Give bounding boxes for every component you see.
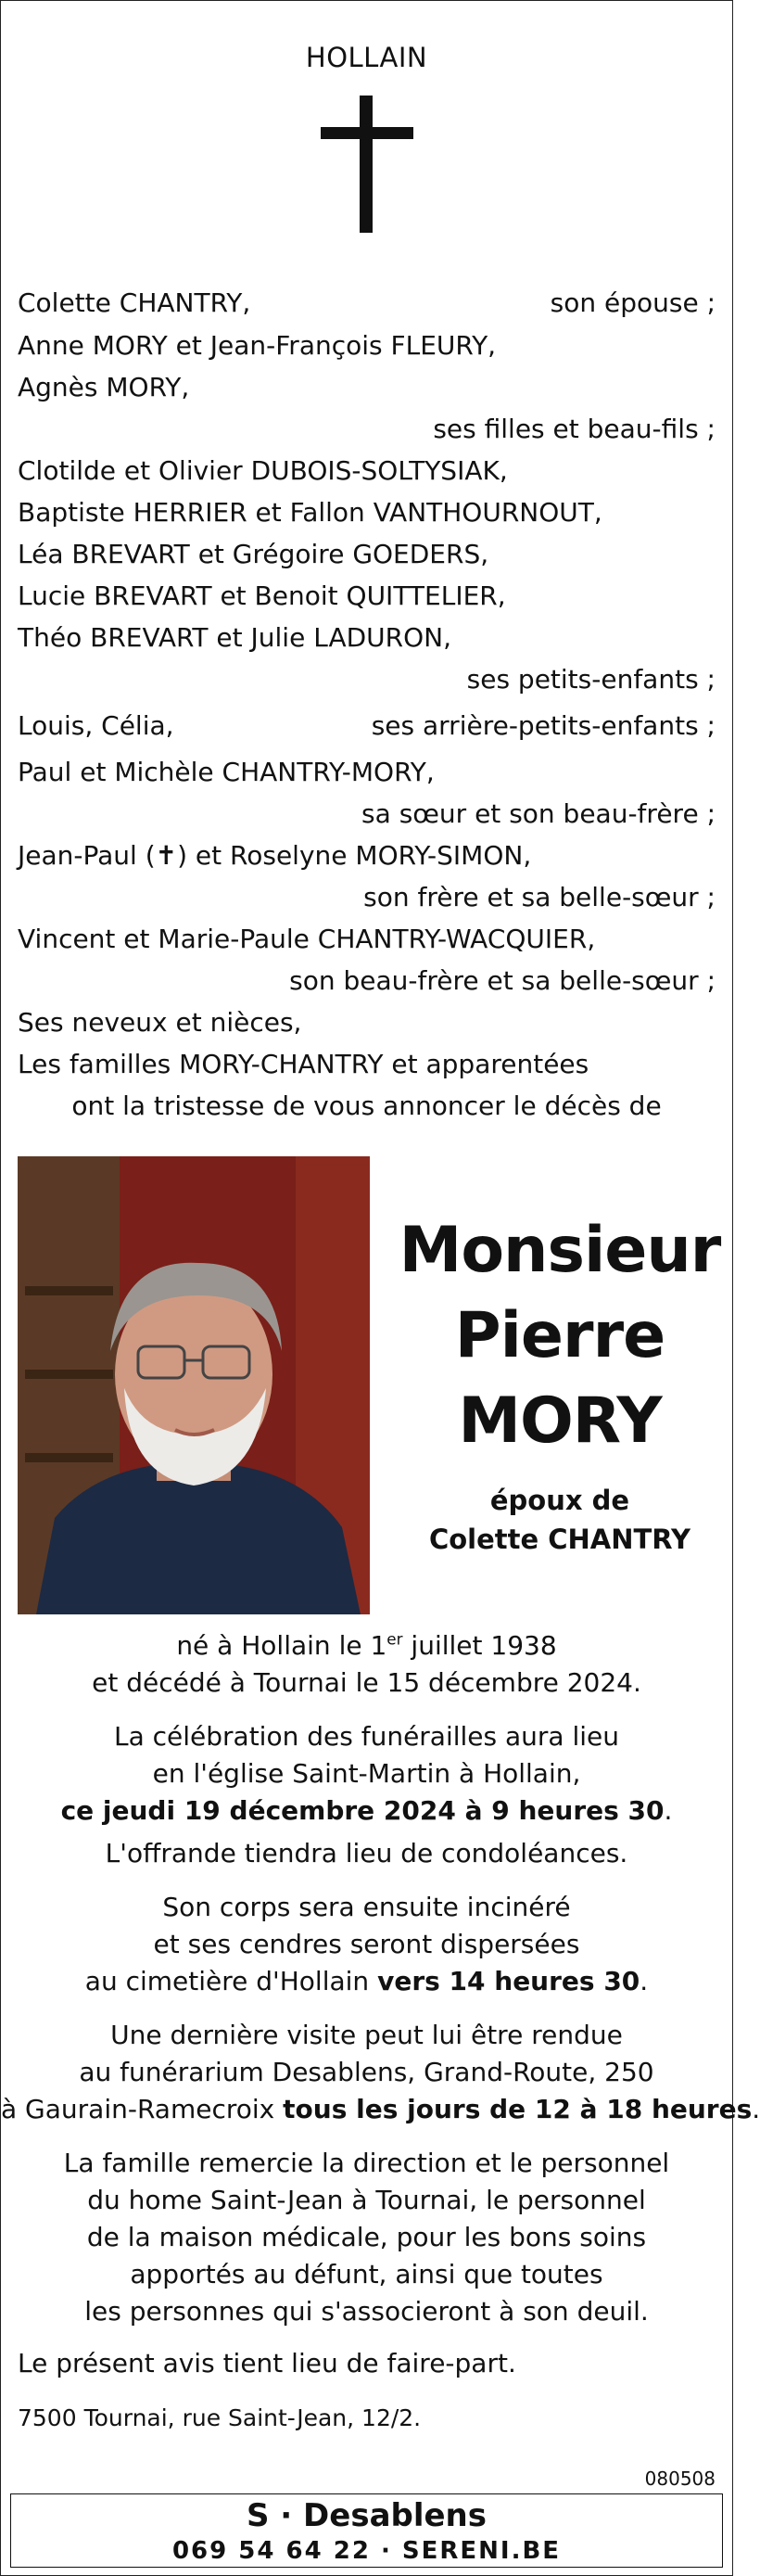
funeral-line: en l'église Saint-Martin à Hollain,	[152, 1758, 581, 1789]
relation-line: ses petits-enfants ;	[466, 664, 716, 695]
family-line	[18, 840, 532, 871]
punctuation: .	[752, 2094, 760, 2124]
visit-line: au funérarium Desablens, Grand-Route, 250	[79, 2057, 654, 2087]
death-line: et décédé à Tournai le 15 décembre 2024.	[92, 1667, 641, 1698]
thanks-line: de la maison médicale, pour les bons soins	[86, 2222, 647, 2252]
deceased-last-name: MORY	[458, 1384, 662, 1458]
deceased-first-name: Pierre	[454, 1299, 665, 1372]
cremation-line	[1, 1966, 732, 1996]
relation-line: son frère et sa belle-sœur ;	[363, 882, 716, 912]
spouse-name: Colette CHANTRY	[428, 1524, 691, 1555]
announcement-line: ont la tristesse de vous annoncer le décès de	[71, 1090, 662, 1121]
family-line: Théo BREVART et Julie LADURON,	[18, 622, 451, 653]
family-line: Louis, Célia,	[18, 710, 174, 741]
relation-line: ses filles et beau-fils ;	[433, 414, 716, 444]
family-line: Colette CHANTRY,	[18, 287, 251, 318]
deceased-title: Monsieur	[399, 1214, 721, 1287]
funeral-home-banner	[10, 2493, 723, 2568]
latin-cross-icon	[321, 96, 413, 233]
cremation-time: vers 14 heures 30	[377, 1966, 640, 1996]
funeral-date: ce jeudi 19 décembre 2024 à 9 heures 30	[60, 1795, 665, 1826]
visit-line	[1, 2094, 760, 2124]
family-line: Ses neveux et nièces,	[18, 1007, 302, 1038]
birth-text: né à Hollain le 1	[176, 1630, 387, 1661]
relation-line: son épouse ;	[550, 287, 716, 318]
notice-line: Le présent avis tient lieu de faire-part.	[18, 2348, 516, 2378]
relation-line: sa sœur et son beau-frère ;	[361, 798, 716, 829]
relation-line: son beau-frère et sa belle-sœur ;	[289, 965, 716, 996]
town-heading: HOLLAIN	[305, 42, 428, 73]
relation-line: ses arrière-petits-enfants ;	[371, 710, 716, 741]
visit-text: à Gaurain-Ramecroix	[1, 2094, 284, 2124]
family-text: Jean-Paul (	[18, 840, 156, 871]
family-line: Clotilde et Olivier DUBOIS-SOLTYSIAK,	[18, 455, 508, 486]
funeral-home-contact: 069 54 64 22 · SERENI.BE	[171, 2537, 562, 2565]
family-line: Léa BREVART et Grégoire GOEDERS,	[18, 539, 489, 569]
thanks-line: apportés au défunt, ainsi que toutes	[130, 2259, 603, 2289]
punctuation: .	[664, 1795, 673, 1826]
funeral-line	[1, 1795, 732, 1826]
visit-line: Une dernière visite peut lui être rendue	[110, 2020, 623, 2050]
deceased-cross-icon: ✝	[155, 840, 178, 871]
family-line: Agnès MORY,	[18, 372, 190, 402]
thanks-line: La famille remercie la direction et le personnel	[63, 2148, 670, 2178]
family-text: ) et Roselyne MORY-SIMON,	[177, 840, 532, 871]
offering-line: L'offrande tiendra lieu de condoléances.	[105, 1838, 628, 1868]
ordinal-suffix: er	[386, 1629, 403, 1649]
family-line: Lucie BREVART et Benoit QUITTELIER,	[18, 580, 506, 611]
family-line: Paul et Michèle CHANTRY-MORY,	[18, 757, 435, 787]
family-line: Vincent et Marie-Paule CHANTRY-WACQUIER,	[18, 924, 596, 954]
cremation-line: et ses cendres seront dispersées	[153, 1929, 580, 1959]
address-line: 7500 Tournai, rue Saint-Jean, 12/2.	[18, 2404, 422, 2431]
cremation-text: au cimetière d'Hollain	[84, 1966, 378, 1996]
family-line: Baptiste HERRIER et Fallon VANTHOURNOUT,	[18, 497, 602, 528]
birth-line	[1, 1629, 732, 1661]
thanks-line: du home Saint-Jean à Tournai, le personnel	[87, 2185, 646, 2215]
birth-text: juillet 1938	[402, 1630, 557, 1661]
funeral-home-brand: S · Desablens	[246, 2497, 488, 2534]
reference-code: 080508	[644, 2468, 716, 2490]
funeral-line: La célébration des funérailles aura lieu	[113, 1721, 620, 1752]
cremation-line: Son corps sera ensuite incinéré	[162, 1892, 571, 1922]
visit-hours: tous les jours de 12 à 18 heures	[283, 2094, 753, 2124]
thanks-line: les personnes qui s'associeront à son deuil.	[84, 2296, 649, 2327]
punctuation: .	[640, 1966, 649, 1996]
spouse-line: époux de	[489, 1485, 630, 1516]
family-line: Les familles MORY-CHANTRY et apparentées	[18, 1049, 589, 1079]
deceased-photo	[18, 1156, 370, 1614]
family-line: Anne MORY et Jean-François FLEURY,	[18, 330, 497, 361]
